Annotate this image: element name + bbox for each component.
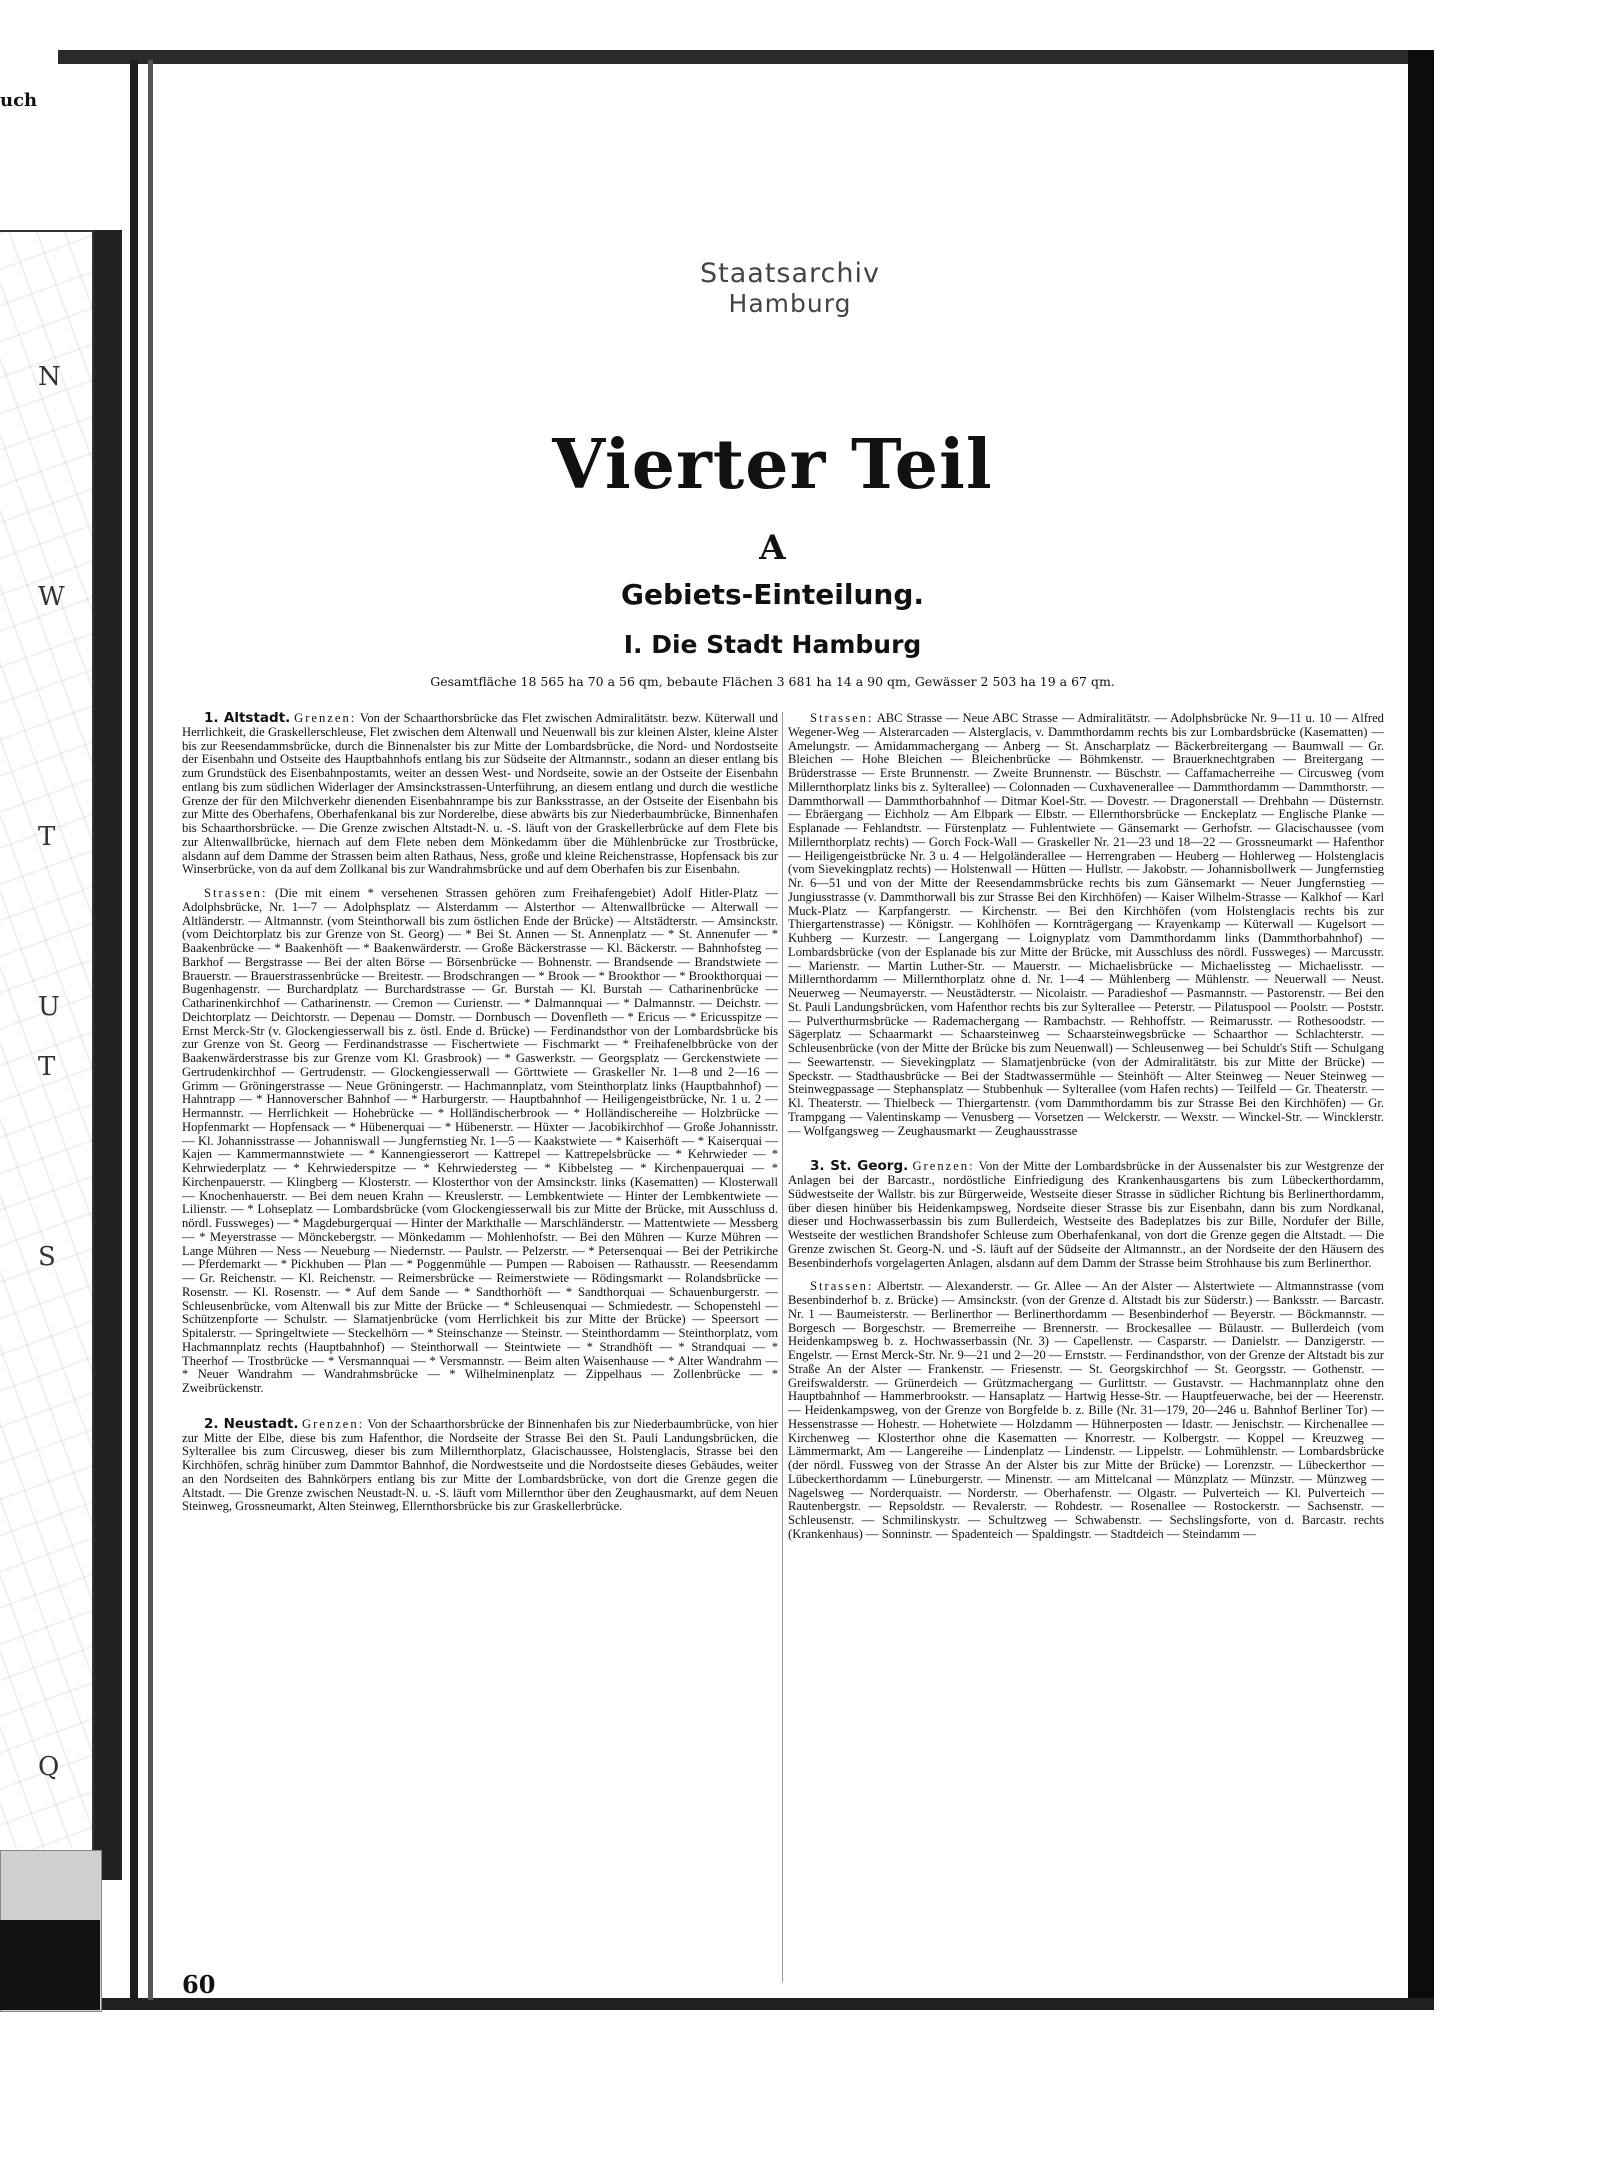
left-text-column	[182, 712, 778, 1524]
label-grenzen: Grenzen:	[301, 1416, 365, 1431]
neustadt-borders-text: Von der Schaarthorsbrücke der Binnenhafen bis zur Niederbaumbrücke, von hier zur Mitte der Elbe, diese bis zum Hafenthor, die Nordseite der Strasse Bei den St. Pauli Landungsbrücken, die Sylterallee bis zum Circusweg, dieser bis zum Millernthorplatz, Glacischaussee, Holstenglacis, Strasse bei den Kirchhöfen, schräg hinüber zum Dammtor Bahnhof, die Nordwestseite und die Nordostseite dieses Gebäudes, weiter an den Nordseiten des Bahnkörpers entlang bis zur Mitte der Lombardsbrücke, von dort die Grenze gegen die Altstadt. — Die Grenze zwischen Neustadt-N. u. -S. läuft vom Millernthor über den Zeughausmarkt, auf dem Neuen Steinweg, Grossneumarkt, Alten Steinweg, Ellernthorsbrücke bis zur Graskellerbrücke.	[182, 1416, 779, 1514]
st-georg-heading: 3. St. Georg.	[810, 1158, 909, 1175]
label-grenzen: Grenzen:	[912, 1159, 975, 1174]
st-georg-borders-text: Von der Mitte der Lombardsbrücke in der Aussenalster bis zur Westgrenze der Anlagen bei der Barcastr., nordöstliche Einfriedigung des Krankenhausgartens bis zum Lübeckerthordamm, Südwestseite der Wallstr. bis zur Bürgerweide, Westseite dieser Strasse in südlicher Richtung bis Berlinerthordamm, über diesen hinüber bis Heidenkampsweg, Nordseite dieser Strasse bis zur Eisenbahn, dann bis zum Nordkanal, dieser und Hochwasserbassin bis zum Bullerdeich, Westseite des Badeplatzes bis zur Bille, Nordufer der Bille, Westseite der westlichen Brandshofer Schleuse zum Oberhafenkanal, von dort die Grenze gegen die Altstadt. — Die Grenze zwischen St. Georg-N. und -S. läuft auf der Südseite der Altmannstr., an der Nordseite der den Häusern des Besenbinderhofs vorgelagerten Anlagen, alsdann auf dem Damm der Strasse beim Strohhause bis zum Berlinerthor.	[788, 1159, 1385, 1270]
stamp-line-1: Staatsarchiv	[700, 258, 880, 289]
archive-stamp	[670, 258, 910, 318]
left-page-map-fragment	[0, 90, 128, 1870]
scan-border-right	[1408, 50, 1434, 2010]
altstadt-borders-text: Von der Schaarthorsbrücke das Flet zwischen Admiralitätstr. bezw. Küterwall und Herrlichkeit, die Graskellerschleuse, Flet zwischen dem Altenwall und Neuenwall bis zur kleinen Alster, kleine Alster bis zur Reesendammsbrücke, durch die Binnenalster bis zur Mitte der Lombardsbrücke, die Nord- und Nordostseite der Eisenbahn und Ostseite des Hauptbahnhofs entlang bis zur Südseite der Altmannstr., sodann an dieser entlang bis zum Grundstück des Eisenbahnpostamts, weiter an dessen West- und Nordseite, sowie an der Ostseite der Eisenbahn entlang bis zum südlichen Widerlager der Amsinckstrassen-Unterführung, an diesem entlang und durch die westliche Grenze der für den Milchverkehr dienenden Eisenbahnrampe bis zur Banksstrasse, an der Ostseite der Eisenbahn bis zur Mitte des Oberhafens, Oberhafenkanal bis zur Norderelbe, diese abwärts bis zur Niederbaumbrücke, Binnenhafen bis Schaarthorsbrücke. — Die Grenze zwischen Altstadt-N. u. -S. läuft von der Graskellerbrücke auf dem Flete bis zur Altenwallbrücke, hiernach auf dem Flete neben dem Mönkedamm über die Mühlenbrücke zur Trostbrücke, alsdann auf dem Damme der Strassen beim alten Rathaus, Ness, große und kleine Reichenstrasse, Hopfensack bis zur Winserbrücke, von da auf dem Zollkanal bis zur Wandrahmsbrücke und auf dem Oberhafen bis zur Eisenbahn.	[182, 711, 778, 877]
map-grid-letter: S	[38, 1242, 56, 1272]
scan-border-bottom	[58, 1998, 1434, 2010]
book-binding	[130, 60, 138, 2000]
altstadt-borders-paragraph	[182, 712, 778, 877]
map-grid-letter: W	[38, 582, 65, 612]
document-page	[160, 100, 1385, 1999]
neustadt-streets-text: ABC Strasse — Neue ABC Strasse — Admiralitätstr. — Adolphsbrücke Nr. 9—11 u. 10 — Alfred Wegener-Weg — Alsterarcaden — Alsterglacis, v. Dammthordamm rechts bis zur Lombardsbrücke (Kasematten) — Amelungstr. — Amidammachergang — Anberg — St. Anscharplatz — Bäckerbreitergang — Baumwall — Gr. Bleichen — Hohe Bleichen — Bleichenbrücke — Böhmkenstr. — Brauerknechtgraben — Breitergang — Brüderstrasse — Erste Brunnenstr. — Zweite Brunnenstr. — Büschstr. — Caffamacherreihe — Circusweg (vom Millernthorplatz links bis z. Sylterallee) — Colonnaden — Cuxhavenerallee — Dammthordamm — Dammthorstr. — Dammthorwall — Dammthorbahnhof — Ditmar Koel-Str. — Dovestr. — Dragonerstall — Drehbahn — Düsternstr. — Ebräergang — Eichholz — Am Elbpark — Elbstr. — Ellernthorsbrücke — Enckeplatz — Englische Planke — Esplanade — Fehlandtstr. — Fürstenplatz — Fuhlentwiete — Gänsemarkt — Gerhofstr. — Glacischaussee (vom Millernthorplatz rechts) — Gorch Fock-Wall — Graskeller Nr. 21—23 und 18—22 — Grossneumarkt — Hafenthor — Heiligengeistbrücke Nr. 3 u. 4 — Helgoländerallee — Herrengraben — Heuberg — Hohlerweg — Holstenglacis (vom Sievekingplatz rechts) — Holstenwall — Hütten — Hullstr. — Jakobstr. — Johannisbollwerk — Jungfernstieg Nr. 6—51 und von der Mitte der Reesendammsbrücke rechts bis zum Gänsemarkt — Neuer Jungfernstieg — Jungiusstrasse (v. Dammthorwall bis zur Strasse Bei den Kirchhöfen) — Kaiser Wilhelm-Strasse — Kalkhof — Karl Muck-Platz — Karpfangerstr. — Kirchenstr. — Bei den Kirchhöfen (vom Holstenglacis rechts bis zur Thiergartenstrasse) — Königstr. — Kohlhöfen — Kornträgergang — Krayenkamp — Küterwall — Kugelsort — Kuhberg — Kurzestr. — Langergang — Loignyplatz vom Dammthordamm links (Dammthorbahnhof) — Lombardsbrücke (von der Esplanade bis zur Mitte der Brücke, mit Ausschluss des nördl. Fussweges) — Marcusstr. — Marienstr. — Martin Luther-Str. — Mauerstr. — Michaelisbrücke — Michaelissteg — Michaelisstr. — Millernthordamm — Millernthorplatz ohne d. Nr. 1—4 — Mühlenberg — Mühlenstr. — Neuerwall — Neust. Neuerweg — Neumayerstr. — Neustädterstr. — Nicolaistr. — Paradieshof — Pasmannstr. — Pastorenstr. — Bei den St. Pauli Landungsbrücken, vom Hafenthor rechts bis zur Sylterallee — Peterstr. — Pilatuspool — Poolstr. — Poststr. — Pulverthurmsbrücke — Rademachergang — Rambachstr. — Rehhoffstr. — Reimarusstr. — Rothesoodstr. — Sägerplatz — Schaarmarkt — Schaarsteinweg — Schaarsteinwegsbrücke — Schaarthor — Schlachterstr. — Schleusenbrücke (von der Mitte der Brücke bis zum Neuenwall) — Schleusenweg — bei Schuldt's Stift — Schulgang — Seewartenstr. — Sievekingplatz — Slamatjenbrücke (von der Admiralitätstr. bis zur Mitte der Brücke) — Speckstr. — Stadthausbrücke — Bei der Stadtwassermühle — Steinhöft — Alter Steinweg — Neuer Steinweg — Steinwegpassage — Stephansplatz — Stubbenhuk — Sylterallee (vom Hafen rechts) — Teilfeld — Gr. Theaterstr. — Kl. Theaterstr. — Thielbeck — Thiergartenstr. (vom Dammthordamm bis zur Strasse Bei den Kirchhöfen) — Gr. Trampgang — Valentinskamp — Venusberg — Vorsetzen — Welckerstr. — Wexstr. — Winckel-Str. — Wincklerstr. — Wolfgangsweg — Zeughausmarkt — Zeughausstrasse	[788, 711, 1384, 1138]
book-binding-edge	[148, 60, 153, 2000]
column-divider	[782, 712, 783, 1982]
neustadt-streets-paragraph	[788, 712, 1384, 1138]
section-letter: A	[759, 528, 786, 568]
altstadt-streets-text: (Die mit einem * versehenen Strassen gehören zum Freihafengebiet) Adolf Hitler-Platz — Adolphsbrücke, Nr. 1—7 — Adolphsplatz — Alsterdamm — Alsterthor — Altenwallbrücke — Alterwall — Altländerstr. — Altmannstr. (vom Steinthorwall bis zum östlichen Ende der Brücke) — Altstädterstr. — Amsinckstr. (vom Deichtorplatz bis zur Grenze von St. Georg) — * Bei St. Annen — St. Annenplatz — * St. Annenufer — * Baakenbrücke — * Baakenhöft — * Baakenwärderstr. — Große Bäckerstrasse — Kl. Bäckerstr. — Bahnhofsteg — Barkhof — Bergstrasse — Bei der alten Börse — Börsenbrücke — Bohnenstr. — Brandsende — Brandstwiete — Brauerstr. — Brauerstrassenbrücke — Breitestr. — Brodschrangen — * Brook — * Brookthor — * Brookthorquai — Bugenhagenstr. — Burchardplatz — Burchardstrasse — Gr. Burstah — Kl. Burstah — Catharinenbrücke — Catharinenkirchhof — Catharinenstr. — Cremon — Curienstr. — * Dalmannquai — * Dalmannstr. — Deichstr. — Deichtorplatz — Deichtorstr. — Depenau — Domstr. — Dornbusch — Dovenfleth — * Ericus — * Ericusspitze — Ernst Merck-Str (v. Glockengiesserwall bis z. östl. Ende d. Brücke) — Ferdinandsthor von der Lombardsbrücke bis zur Grenze von St. Georg — Ferdinandstrasse — Fischertwiete — Fischmarkt — * Freihafenelbbrücke von der Baakenwärderstrasse bis zur Grenze vom Kl. Grasbrook) — * Gaswerkstr. — Georgsplatz — Gerckenstwiete — Gertrudenkirchhof — Gertrudenstr. — Glockengiesserwall — Görttwiete — Graskeller Nr. 1—8 und 2—16 — Grimm — Gröningerstrasse — Neue Gröningerstr. — Hachmannplatz, vom Steinthorplatz links (Hauptbahnhof) — Hahntrapp — * Hannoverscher Bahnhof — * Harburgerstr. — Hauptbahnhof — Heiligengeistbrücke, Nr. 1 u. 2 — Hermannstr. — Herrlichkeit — Hohebrücke — * Holländischerbrook — * Holländischereihe — Holzbrücke — Hopfenmarkt — Hopfensack — * Hübenerquai — * Hübenerstr. — Hüxter — Jacobikirchhof — Große Johannisstr. — Kl. Johannisstrasse — Johanniswall — Jungfernstieg Nr. 1—5 — Kaakstwiete — * Kaiserhöft — * Kaiserquai — Kajen — Kammermannstwiete — * Kannengiesserort — Kattrepel — Kattrepelsbrücke — * Kehrwieder — * Kehrwiederplatz — * Kehrwiederspitze — * Kehrwiedersteg — * Kibbelsteg — * Kirchenpauerquai — * Kirchenpauerstr. — Klingberg — Klosterstr. — Klosterthor von der Amsinckstr. links (Kasematten) — Klosterwall — Knochenhauerstr. — Bei dem neuen Krahn — Kreuslerstr. — Lembkentwiete — Hinter der Lembkentwiete — Lilienstr. — * Lohseplatz — Lombardsbrücke (vom Glockengiesserwall bis zur Mitte der Brücke, mit Ausschluss d. nördl. Fussweges) — * Magdeburgerquai — Hinter der Markthalle — Marschländerstr. — Mattentwiete — Messberg — * Meyerstrasse — Mönckebergstr. — Mönkedamm — Mohlenhofstr. — Bei den Mühren — Kurze Mühren — Lange Mühren — Ness — Neueburg — Niedernstr. — Paulstr. — Pelzerstr. — * Petersenquai — Bei der Petrikirche — Pferdemarkt — * Pickhuben — Plan — * Poggenmühle — Pumpen — Raboisen — Rathausstr. — Reesendamm — Gr. Reichenstr. — Kl. Reichenstr. — Reimersbrücke — Reimerstwiete — Rödingsmarkt — Rolandsbrücke — Rosenstr. — Kl. Rosenstr. — * Auf dem Sande — * Sandthorhöft — * Sandthorquai — Schauenburgerstr. — Schleusenbrücke, vom Altenwall bis zur Mitte der Brücke — * Schleusenquai — Schmiedestr. — Schopenstehl — Schützenpforte — Schulstr. — Slamatjenbrücke (vom Herrlichkeit bis zur Mitte der Brücke) — Speersort — Spitalerstr. — Springeltwiete — Steckelhörn — * Steinschanze — Steinstr. — Steinthordamm — Steinthorplatz, vom Hachmannplatz rechts (Hauptbahnhof) — Steinthorwall — Steintwiete — * Strandhöft — * Strandquai — * Theerhof — Trostbrücke — * Versmannquai — * Versmannstr. — Beim alten Waisenhause — * Alter Wandrahm — * Neuer Wandrahm — Wandrahmsbrücke — * Wilhelminenplatz — Zippelhaus — Zollenbrücke — * Zweibrückenstr.	[182, 886, 778, 1395]
section-title: Gebiets-Einteilung.	[620, 578, 925, 611]
altstadt-heading: 1. Altstadt.	[204, 710, 291, 726]
map-grid-letter: N	[38, 362, 61, 392]
st-georg-streets-text: Albertstr. — Alexanderstr. — Gr. Allee — An der Alster — Alstertwiete — Altmannstrasse (vom Besenbinderhof b. z. Brücke) — Amsinckstr. (von der Grenze d. Altstadt bis zur Süderstr.) — Banksstr. — Barcastr. Nr. 1 — Baumeisterstr. — Berlinerthor — Berlinerthordamm — Besenbinderhof — Beyerstr. — Böckmannstr. — Borgesch — Borgeschstr. — Bremerreihe — Brennerstr. — Brockesallee — Bülaustr. — Bullerdeich (vom Heidenkampsweg b. z. Hochwasserbassin (Nr. 3) — Capellenstr. — Casparstr. — Danielstr. — Danzigerstr. — Engelstr. — Ernst Merck-Str. Nr. 9—21 und 2—20 — Ernststr. — Ferdinandsthor, von der Grenze der Altstadt bis zur Straße An der Alster — Frankenstr. — Friesenstr. — St. Georgskirchhof — St. Georgsstr. — Gothenstr. — Greifswalderstr. — Grünerdeich — Grützmachergang — Gurlittstr. — Gustavstr. — Hachmannplatz ohne den Hauptbahnhof — Hammerbrookstr. — Hansaplatz — Hartwig Hesse-Str. — Hauptfeuerwache, bei der — Heerenstr. — Heidenkampsweg, von der Grenze von Borgfelde b. z. Bille (Nr. 31—179, 20—246 u. Bahnhof Berliner Tor) — Hessenstrasse — Hohestr. — Hohetwiete — Holzdamm — Hühnerposten — Idastr. — Jenischstr. — Kirchenallee — Kirchenweg — Klosterthor ohne die Kasematten — Knorrestr. — Kolbergstr. — Koppel — Kreuzweg — Lämmermarkt, Am — Langereihe — Lindenplatz — Lindenstr. — Lippelstr. — Lohmühlenstr. — Lombardsbrücke (der nördl. Fussweg von der Strasse An der Alster bis zur Mitte der Brücke) — Lorenzstr. — Lübeckerthor — Lübeckerthordamm — Lüneburgerstr. — Minenstr. — am Mittelcanal — Münzplatz — Münzstr. — Münzweg — Nagelsweg — Norderquaistr. — Norderstr. — Oberhafenstr. — Olgastr. — Pulverteich — Kl. Pulverteich — Rautenbergstr. — Repsoldstr. — Revalerstr. — Rohdestr. — Rosenallee — Rostockerstr. — Sachsenstr. — Schleusenstr. — Schmilinskystr. — Schultzweg — Schwabenstr. — Sechslingsforte, von d. Barcastr. rechts (Krankenhaus) — Sonninstr. — Spadenteich — Spaldingstr. — Stadtdeich — Steindamm —	[788, 1279, 1384, 1541]
altstadt-streets-paragraph	[182, 887, 778, 1396]
map-dark-edge	[94, 230, 122, 1880]
neustadt-borders-paragraph	[182, 1415, 779, 1514]
left-page-header-fragment: uch	[0, 90, 38, 111]
map-grid-letter: T	[38, 1052, 56, 1082]
scan-border-top	[58, 50, 1430, 64]
neustadt-heading: 2. Neustadt.	[204, 1415, 299, 1432]
st-georg-streets-paragraph	[788, 1280, 1384, 1541]
map-grid-letter: Q	[38, 1752, 60, 1782]
map-grid-letter: U	[38, 992, 60, 1022]
map-image	[0, 230, 94, 1884]
right-text-column	[788, 712, 1384, 1552]
subsection-title: I. Die Stadt Hamburg	[623, 630, 922, 659]
part-title: Vierter Teil	[552, 425, 993, 505]
stamp-line-2: Hamburg	[728, 289, 852, 318]
page-number: 60	[182, 1970, 216, 1999]
left-page-lower-dark	[0, 1920, 100, 2010]
map-grid-letter: T	[38, 822, 56, 852]
area-summary: Gesamtfläche 18 565 ha 70 a 56 qm, bebaute Flächen 3 681 ha 14 a 90 qm, Gewässer 2 503 ha 19 a 67 qm.	[430, 674, 1115, 689]
label-strassen: Strassen:	[810, 711, 874, 725]
label-strassen: Strassen:	[204, 886, 268, 900]
label-strassen: Strassen:	[810, 1279, 874, 1294]
label-grenzen: Grenzen:	[294, 711, 357, 725]
st-georg-borders-paragraph	[788, 1160, 1384, 1270]
